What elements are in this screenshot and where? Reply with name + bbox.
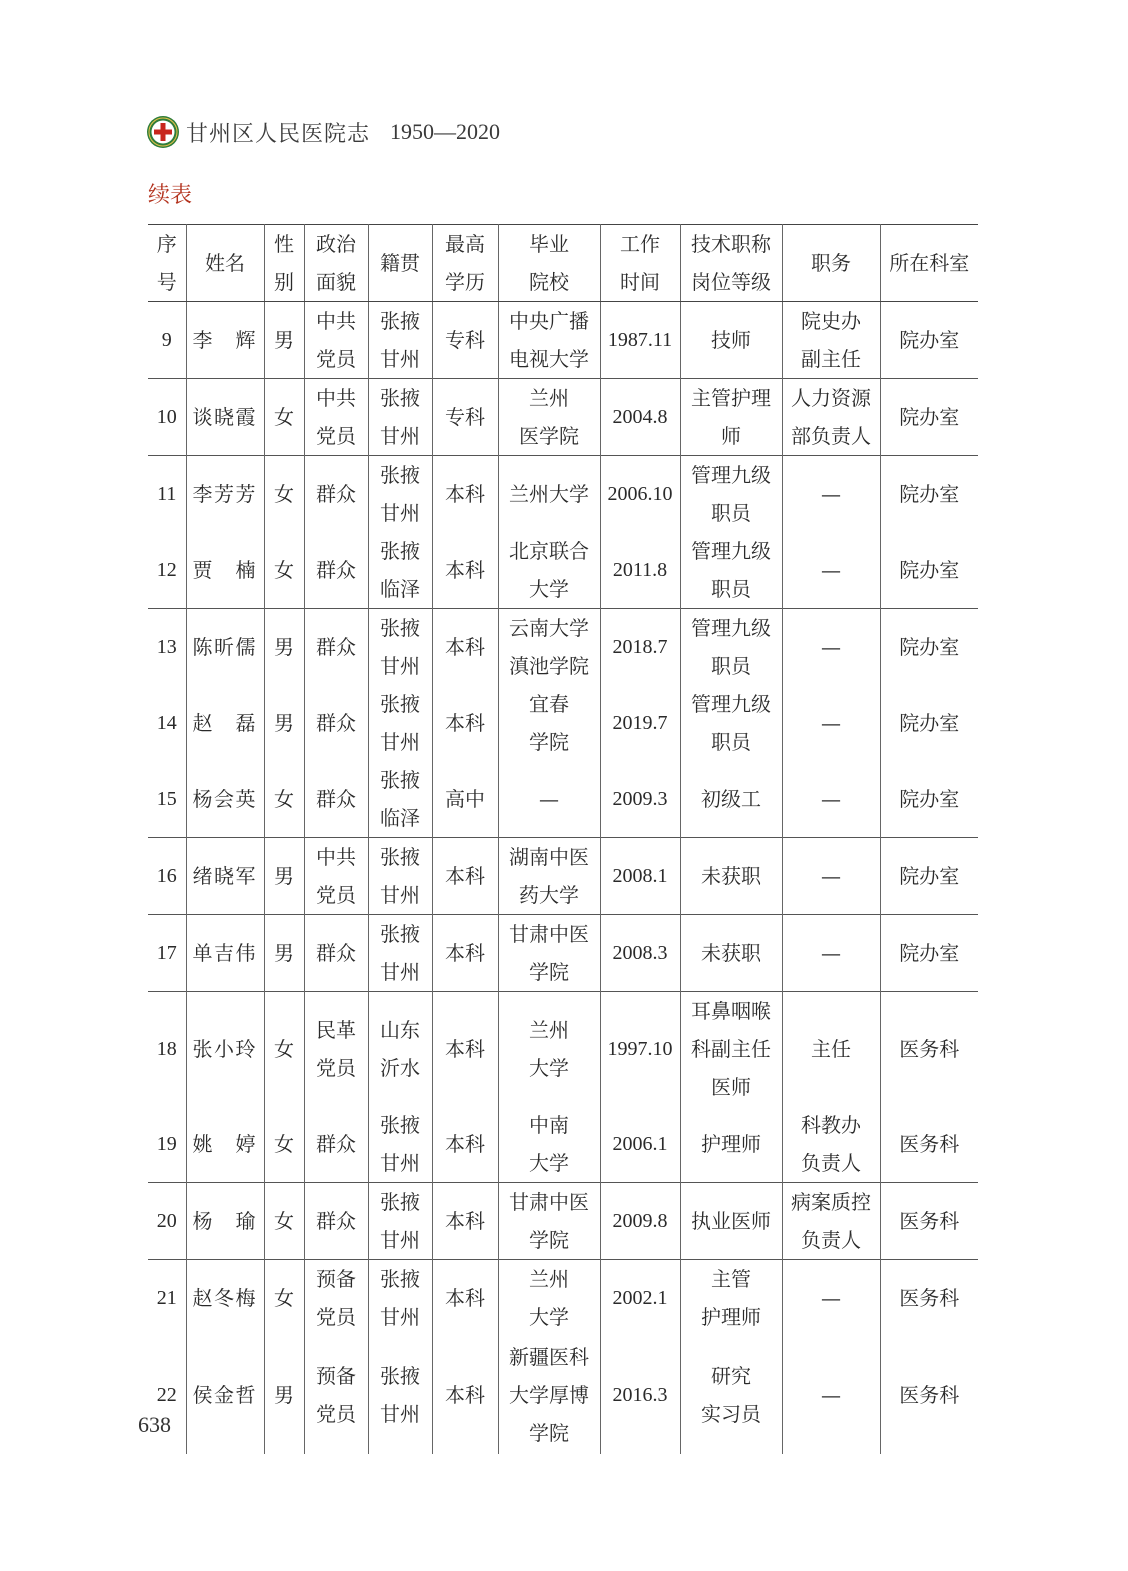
cell-origin: 张掖 甘州 bbox=[368, 685, 432, 761]
cell-name: 张小玲 bbox=[186, 992, 264, 1107]
table-row bbox=[148, 1336, 978, 1454]
cell-school: 宜春 学院 bbox=[498, 685, 600, 761]
cell-no: 11 bbox=[148, 456, 186, 533]
cell-sex: 男 bbox=[264, 609, 304, 686]
cell-duty: — bbox=[782, 915, 880, 992]
cell-sex: 男 bbox=[264, 915, 304, 992]
cell-start-date: 2002.1 bbox=[600, 1260, 680, 1337]
table-row bbox=[148, 838, 978, 915]
book-title: 甘州区人民医院志 bbox=[186, 121, 371, 147]
cell-department: 院办室 bbox=[880, 379, 978, 456]
cell-school: 湖南中医 药大学 bbox=[498, 838, 600, 915]
cell-department: 医务科 bbox=[880, 992, 978, 1107]
cell-name: 姚 婷 bbox=[186, 1106, 264, 1183]
cell-sex: 男 bbox=[264, 302, 304, 379]
header-duty: 职务 bbox=[782, 225, 880, 302]
cell-title-grade: 管理九级 职员 bbox=[680, 532, 782, 609]
cell-title-grade: 耳鼻咽喉 科副主任 医师 bbox=[680, 992, 782, 1107]
cell-party: 群众 bbox=[304, 609, 368, 686]
cell-sex: 女 bbox=[264, 1183, 304, 1260]
cell-party: 中共 党员 bbox=[304, 379, 368, 456]
cell-education: 本科 bbox=[432, 456, 498, 533]
cell-origin: 张掖 甘州 bbox=[368, 302, 432, 379]
cell-duty: 院史办 副主任 bbox=[782, 302, 880, 379]
cell-name: 赵 磊 bbox=[186, 685, 264, 761]
cell-school: 兰州 大学 bbox=[498, 992, 600, 1107]
table-row bbox=[148, 992, 978, 1107]
cell-start-date: 2009.8 bbox=[600, 1183, 680, 1260]
table-row bbox=[148, 1106, 978, 1183]
cell-origin: 张掖 甘州 bbox=[368, 915, 432, 992]
cell-origin: 山东 沂水 bbox=[368, 992, 432, 1107]
cell-department: 院办室 bbox=[880, 685, 978, 761]
cell-party: 群众 bbox=[304, 532, 368, 609]
cell-education: 本科 bbox=[432, 992, 498, 1107]
cell-party: 群众 bbox=[304, 1183, 368, 1260]
book-years: 1950—2020 bbox=[390, 119, 501, 144]
cell-sex: 女 bbox=[264, 1260, 304, 1337]
cell-party: 群众 bbox=[304, 685, 368, 761]
cell-school: 云南大学 滇池学院 bbox=[498, 609, 600, 686]
cell-department: 院办室 bbox=[880, 915, 978, 992]
staff-table bbox=[148, 224, 978, 1454]
cell-education: 高中 bbox=[432, 761, 498, 838]
cell-duty: — bbox=[782, 1260, 880, 1337]
cell-no: 10 bbox=[148, 379, 186, 456]
header-department: 所在科室 bbox=[880, 225, 978, 302]
cell-department: 院办室 bbox=[880, 302, 978, 379]
cell-school: 兰州大学 bbox=[498, 456, 600, 533]
cell-education: 本科 bbox=[432, 915, 498, 992]
cell-no: 20 bbox=[148, 1183, 186, 1260]
cell-start-date: 2006.1 bbox=[600, 1106, 680, 1183]
cell-origin: 张掖 甘州 bbox=[368, 1336, 432, 1454]
cell-origin: 张掖 临泽 bbox=[368, 761, 432, 838]
cell-no: 13 bbox=[148, 609, 186, 686]
cell-origin: 张掖 甘州 bbox=[368, 1260, 432, 1337]
cell-start-date: 1997.10 bbox=[600, 992, 680, 1107]
cell-title-grade: 未获职 bbox=[680, 838, 782, 915]
cell-education: 专科 bbox=[432, 379, 498, 456]
cell-department: 院办室 bbox=[880, 456, 978, 533]
cell-title-grade: 研究 实习员 bbox=[680, 1336, 782, 1454]
cell-title-grade: 初级工 bbox=[680, 761, 782, 838]
cell-origin: 张掖 甘州 bbox=[368, 1106, 432, 1183]
cell-education: 本科 bbox=[432, 838, 498, 915]
cell-party: 中共 党员 bbox=[304, 838, 368, 915]
cell-start-date: 2019.7 bbox=[600, 685, 680, 761]
cell-name: 谈晓霞 bbox=[186, 379, 264, 456]
cell-origin: 张掖 甘州 bbox=[368, 609, 432, 686]
cell-duty: 病案质控 负责人 bbox=[782, 1183, 880, 1260]
table-row bbox=[148, 1183, 978, 1260]
header-start-date: 工作 时间 bbox=[600, 225, 680, 302]
cell-title-grade: 未获职 bbox=[680, 915, 782, 992]
cell-education: 本科 bbox=[432, 532, 498, 609]
page-number: 638 bbox=[138, 1412, 171, 1437]
cell-school: 兰州 医学院 bbox=[498, 379, 600, 456]
cell-title-grade: 管理九级 职员 bbox=[680, 456, 782, 533]
cell-name: 绪晓军 bbox=[186, 838, 264, 915]
cell-school: 北京联合 大学 bbox=[498, 532, 600, 609]
cell-department: 医务科 bbox=[880, 1336, 978, 1454]
cell-education: 本科 bbox=[432, 609, 498, 686]
cell-origin: 张掖 临泽 bbox=[368, 532, 432, 609]
header-party: 政治 面貌 bbox=[304, 225, 368, 302]
cell-sex: 女 bbox=[264, 379, 304, 456]
cell-party: 民革 党员 bbox=[304, 992, 368, 1107]
cell-duty: — bbox=[782, 609, 880, 686]
cell-start-date: 2018.7 bbox=[600, 609, 680, 686]
header-no: 序 号 bbox=[148, 225, 186, 302]
cell-education: 专科 bbox=[432, 302, 498, 379]
cell-name: 贾 楠 bbox=[186, 532, 264, 609]
cell-school: 甘肃中医 学院 bbox=[498, 915, 600, 992]
cell-title-grade: 技师 bbox=[680, 302, 782, 379]
cell-duty: 人力资源 部负责人 bbox=[782, 379, 880, 456]
cell-education: 本科 bbox=[432, 1183, 498, 1260]
cell-title-grade: 护理师 bbox=[680, 1106, 782, 1183]
cell-department: 院办室 bbox=[880, 838, 978, 915]
cell-party: 群众 bbox=[304, 456, 368, 533]
cell-name: 单吉伟 bbox=[186, 915, 264, 992]
cell-start-date: 2009.3 bbox=[600, 761, 680, 838]
cell-party: 预备 党员 bbox=[304, 1260, 368, 1337]
header-sex: 性 别 bbox=[264, 225, 304, 302]
header-name: 姓名 bbox=[186, 225, 264, 302]
table-row bbox=[148, 1260, 978, 1337]
table-header-row bbox=[148, 225, 978, 302]
cell-start-date: 2016.3 bbox=[600, 1336, 680, 1454]
cell-education: 本科 bbox=[432, 1260, 498, 1337]
cell-party: 中共 党员 bbox=[304, 302, 368, 379]
cell-name: 杨会英 bbox=[186, 761, 264, 838]
cell-title-grade: 主管护理 师 bbox=[680, 379, 782, 456]
running-header bbox=[146, 112, 500, 152]
cell-no: 21 bbox=[148, 1260, 186, 1337]
cell-no: 18 bbox=[148, 992, 186, 1107]
table-body bbox=[148, 302, 978, 1455]
cell-sex: 女 bbox=[264, 532, 304, 609]
cell-sex: 男 bbox=[264, 838, 304, 915]
table-row bbox=[148, 532, 978, 609]
cell-name: 李 辉 bbox=[186, 302, 264, 379]
cell-duty: — bbox=[782, 685, 880, 761]
cell-no: 19 bbox=[148, 1106, 186, 1183]
table-row bbox=[148, 379, 978, 456]
cell-name: 陈昕儒 bbox=[186, 609, 264, 686]
cell-education: 本科 bbox=[432, 1336, 498, 1454]
cell-name: 侯金哲 bbox=[186, 1336, 264, 1454]
cell-start-date: 2006.10 bbox=[600, 456, 680, 533]
cell-duty: — bbox=[782, 1336, 880, 1454]
cell-duty: — bbox=[782, 761, 880, 838]
cell-no: 16 bbox=[148, 838, 186, 915]
cell-name: 李芳芳 bbox=[186, 456, 264, 533]
cell-duty: 科教办 负责人 bbox=[782, 1106, 880, 1183]
cell-education: 本科 bbox=[432, 685, 498, 761]
cell-duty: — bbox=[782, 456, 880, 533]
header-education: 最高 学历 bbox=[432, 225, 498, 302]
cell-sex: 女 bbox=[264, 761, 304, 838]
cell-school: 新疆医科 大学厚博 学院 bbox=[498, 1336, 600, 1454]
cell-sex: 男 bbox=[264, 1336, 304, 1454]
cell-school: 中南 大学 bbox=[498, 1106, 600, 1183]
cell-name: 杨 瑜 bbox=[186, 1183, 264, 1260]
cell-no: 17 bbox=[148, 915, 186, 992]
cell-title-grade: 执业医师 bbox=[680, 1183, 782, 1260]
cell-title-grade: 管理九级 职员 bbox=[680, 609, 782, 686]
cell-start-date: 2008.1 bbox=[600, 838, 680, 915]
cell-duty: — bbox=[782, 532, 880, 609]
header-origin: 籍贯 bbox=[368, 225, 432, 302]
continued-label: 续表 bbox=[148, 183, 193, 208]
cell-sex: 男 bbox=[264, 685, 304, 761]
cell-party: 群众 bbox=[304, 761, 368, 838]
cell-title-grade: 主管 护理师 bbox=[680, 1260, 782, 1337]
cell-education: 本科 bbox=[432, 1106, 498, 1183]
table-row bbox=[148, 761, 978, 838]
cell-school: — bbox=[498, 761, 600, 838]
cell-start-date: 2011.8 bbox=[600, 532, 680, 609]
cell-party: 预备 党员 bbox=[304, 1336, 368, 1454]
cell-school: 兰州 大学 bbox=[498, 1260, 600, 1337]
cell-department: 院办室 bbox=[880, 609, 978, 686]
cell-origin: 张掖 甘州 bbox=[368, 456, 432, 533]
cell-department: 医务科 bbox=[880, 1260, 978, 1337]
cell-department: 院办室 bbox=[880, 761, 978, 838]
cell-start-date: 2004.8 bbox=[600, 379, 680, 456]
cell-start-date: 1987.11 bbox=[600, 302, 680, 379]
cell-origin: 张掖 甘州 bbox=[368, 379, 432, 456]
cell-no: 9 bbox=[148, 302, 186, 379]
cell-no: 15 bbox=[148, 761, 186, 838]
cell-party: 群众 bbox=[304, 915, 368, 992]
cell-no: 12 bbox=[148, 532, 186, 609]
cell-start-date: 2008.3 bbox=[600, 915, 680, 992]
cell-title-grade: 管理九级 职员 bbox=[680, 685, 782, 761]
table-row bbox=[148, 685, 978, 761]
table-row bbox=[148, 456, 978, 533]
cell-department: 医务科 bbox=[880, 1183, 978, 1260]
header-title-grade: 技术职称 岗位等级 bbox=[680, 225, 782, 302]
cell-no: 22 bbox=[148, 1336, 186, 1454]
cell-sex: 女 bbox=[264, 1106, 304, 1183]
cell-sex: 女 bbox=[264, 992, 304, 1107]
cell-department: 院办室 bbox=[880, 532, 978, 609]
table-row bbox=[148, 302, 978, 379]
cell-sex: 女 bbox=[264, 456, 304, 533]
cell-school: 甘肃中医 学院 bbox=[498, 1183, 600, 1260]
hospital-emblem-icon bbox=[146, 115, 180, 149]
cell-duty: 主任 bbox=[782, 992, 880, 1107]
cell-school: 中央广播 电视大学 bbox=[498, 302, 600, 379]
table-row bbox=[148, 609, 978, 686]
cell-origin: 张掖 甘州 bbox=[368, 838, 432, 915]
cell-name: 赵冬梅 bbox=[186, 1260, 264, 1337]
table-row bbox=[148, 915, 978, 992]
cell-duty: — bbox=[782, 838, 880, 915]
cell-party: 群众 bbox=[304, 1106, 368, 1183]
cell-department: 医务科 bbox=[880, 1106, 978, 1183]
cell-origin: 张掖 甘州 bbox=[368, 1183, 432, 1260]
header-school: 毕业 院校 bbox=[498, 225, 600, 302]
cell-no: 14 bbox=[148, 685, 186, 761]
